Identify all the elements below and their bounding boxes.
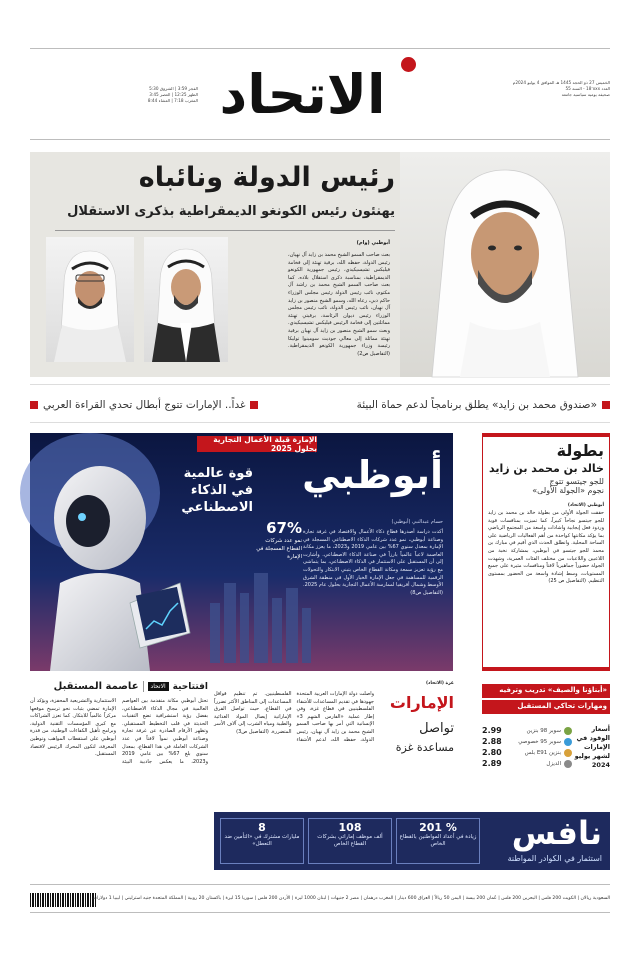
nafis-stat [396,818,480,864]
sports-story [482,433,610,671]
portrait-president-photo [400,152,610,377]
barcode-graphic [30,893,96,907]
opinion-brand-badge: الاتحاد [148,682,169,691]
lead-dateline: أبوظبي (وام) [356,240,390,246]
opinion-header [30,681,208,692]
nafis-subtitle: استثمار في الكوادر المواطنة [507,854,602,863]
fuel-price: 2.99 [482,726,502,735]
lead-headline: رئيس الدولة ونائباه [138,162,395,193]
ai-story-body: أكدت دراسة أصدرها قطاع ذكاء الأعمال والاقتصاد في غرفة تجارة وصناعة أبوظبي، نمو عدد شركات الذكاء الاصطناعي المسجلة في الإمارة بمعدل سنوي 67% بين عامي 2019 و2023، ما يعزز مكانة العاصمة لاعباً عالمياً بارزاً في صناعة الذكاء الاصطناعي. وأشارت إلى أن المستقبل على الاستثمار في الذكاء الاصطناعي، بما يتماشى مع رؤية تعزيز سمعة ومكانة القطاع الخاص بتبني الابتكار والتحولات الرقمية للمساهمة في جعل الإمارة الخيار الأول في منطقة الشرق الأوسط وشمال أفريقيا لممارسة الأعمال التجارية بحلول عام 2025. (التفاصيل ص8) [303,529,443,596]
summer-promo[interactable] [482,684,610,714]
summer-promo-line: ومهارات تحاكي المستقبل [482,700,610,714]
opinion-title: عاصمة المستقبل [53,681,139,692]
gaza-headline: الإمارات [389,693,454,712]
lead-body: بعث صاحب السمو الشيخ محمد بن زايد آل نهيان، رئيس الدولة، حفظه الله، برقية تهنئة إلى فخامة فيليكس تشيسيكيدي، رئيس جمهورية الكونغو الديمقراطية، بمناسبة ذكرى استقلال بلاده. كما بعث صاحب السمو الشيخ محمد بن راشد آل مكتوم، نائب رئيس الدولة رئيس مجلس الوزراء حاكم دبي، رعاه الله، وسمو الشيخ منصور بن زايد آل نهيان، نائب رئيس الدولة، نائب رئيس مجلس الوزراء رئيس ديوان الرئاسة، برقيتي تهنئة مماثلتين إلى فخامة الرئيس فيليكس تشيسيكيدي. وبعث سمو الشيخ منصور بن زايد آل نهيان برقية تهنئة مماثلة إلى معالي جوديث سومينوا توليكا رئيسة وزراء جمهورية الكونغو الديمقراطية. (التفاصيل ص2) [288,252,390,357]
ai-story-panel [30,433,453,671]
nafis-stat-text: ألف موظف إماراتي بشركات القطاع الخاص [317,834,383,847]
opinion-separator [143,681,144,692]
nafis-banner [214,812,610,870]
lead-story-panel [30,152,610,377]
nafis-stat-value: 8 [258,821,266,834]
ai-story-stat-value: 67% [266,519,302,537]
gaza-story [214,681,454,803]
fuel-row [482,747,572,758]
lead-divider [55,230,395,231]
nafis-stat-text: زيادة في أعداد المواطنين بالقطاع الخاص [399,834,477,847]
nafis-stat [308,818,392,864]
gaza-dateline: غزة (الاتحاد) [425,681,454,686]
ticker-item[interactable] [357,399,610,411]
fuel-title: أسعار الوقود في الإمارات لشهر يوليو 2024 [574,725,610,769]
fuel-pump-icon [564,738,572,746]
portrait-mbr-photo [144,237,228,362]
fuel-label: بنزين E91 بلس [524,749,561,756]
ai-story-banner-text: الإمارة قبلة الأعمال التجارية بحلول 2025 [213,435,317,453]
nafis-stats [220,818,480,864]
masthead-tagline: صحيفة يومية سياسية جامعة [561,92,610,98]
fuel-label: سوبر 98 بنزين [526,727,561,734]
portrait-mansour-photo [46,237,134,362]
ticker-red-marker-icon [30,401,38,409]
masthead-issue-line: العدد 18٬xxx - السنة 55 [565,86,610,92]
footer-prices: السعودية ريالان | الكويت 200 فلس | البحرين 200 فلس | عُمان 200 بيسة | اليمن 50 ريالاً | العراق 600 دينار | المغرب درهمان | مصر 2 جنيهات | لبنان 1000 ليرة | الأردن 200 فلس | سوريا 15 ليرة | باكستان 20 روبية | المملكة المتحدة جنيه استرليني | ليبيا 1 دولارات [92,896,610,901]
masthead-logo [195,55,410,133]
ai-story-banner [197,436,317,452]
sports-subhead: للجو جيتسو تتوج [549,477,604,486]
fuel-price: 2.89 [482,759,502,768]
nafis-stat-value: 108 [338,821,362,834]
masthead-date-block [468,80,610,99]
fuel-price: 2.88 [482,737,502,746]
sports-headline: خالد بن محمد بن زايد [489,462,604,475]
fuel-rows [482,725,572,769]
fuel-pump-icon [564,727,572,735]
sports-body: حققت الجولة الأولى من بطولة خالد بن محمد بن زايد للجو جيتسو نجاحاً كبيراً، كما تميزت بمنافسات قوية وردود فعل إيجابية واشادات واسعة من المجتمع الرياضي بما يؤكد مكانتها كواحدة من أهم الفعاليات الرياضية على الساحة المحلية. وانطلق الحدث الذي أقيم في مبارك بن محمد للجو جيتسو في أبوظبي، بمشاركة نخبة من اللاعبين واللاعبات من مختلف الفئات العمرية، وشهدت الجولة حضوراً جماهيرياً لافتاً ومنافسات مثيرة على جميع المستويات، وسط إشادة واسعة من الحضور بمستوى التنظيم. (التفاصيل ص 25) [488,510,604,585]
gaza-subhead: مساعدة غزة [395,741,454,754]
prayer-line: الفجر 3:59 | الشروق 5:30 [149,86,198,91]
nafis-title: نافس [511,814,602,852]
masthead-date-line: الخميس 27 ذو الحجة 1445 هـ الموافق 4 يوليو 2024م [512,80,610,85]
nafis-stat [220,818,304,864]
ticker-item[interactable] [30,399,258,411]
sports-subhead: نجوم «الجولة الأولى» [532,486,604,495]
sports-dateline: أبوظبي (الاتحاد) [567,503,604,508]
fuel-pump-icon [564,749,572,757]
fuel-label: سوبر 95 خصوصي [518,738,561,745]
fuel-row [482,725,572,736]
prayer-line: المغرب 7:18 | العشاء 8:44 [147,98,198,104]
nafis-stat-value: % 201 [419,821,457,834]
fuel-row [482,758,572,769]
ai-story-stat-box [250,519,302,579]
gaza-body: واصلت دولة الإمارات العربية المتحدة جهودها في تقديم المساعدات للأشقاء الفلسطينيين في قطاع غزة، وفي إطار عملية «الفارس الشهم 3» الإنسانية التي أمر بها صاحب السمو الشيخ محمد بن زايد آل نهيان، رئيس الدولة، حفظه الله، لدعم الأشقاء الفلسطينيين. تم تنظيم قوافل المساعدات إلى المناطق الأكثر تضرراً في القطاع، حيث تواصل الفرق الإماراتية إيصال المواد الغذائية والطبية ومياه الشرب إلى آلاف الأسر المتضررة. (التفاصيل ص3) [214,691,374,743]
fuel-row [482,736,572,747]
logo-text: الاتحاد [219,62,386,126]
logo-red-dot [401,57,416,72]
lead-subhead: يهنئون رئيس الكونغو الديمقراطية بذكرى الاستقلال [67,204,395,219]
summer-promo-line: «أبناؤنا والصيف» تدريب وترفيه [482,684,610,698]
opinion-body: تحتل أبوظبي مكانة متقدمة بين العواصم العالمية في مجال الذكاء الاصطناعي، بفضل رؤية استشرافية تضع التقنيات الحديثة في قلب التخطيط المستقبلي. وتظهر الأرقام الصادرة عن غرفة تجارة وصناعة أبوظبي نمواً لافتاً في عدد الشركات العاملة في هذا القطاع، بمعدل سنوي بلغ 67% بين عامي 2019 و2023، ما يعكس جاذبية البيئة الاستثمارية والتشريعية المحفزة، ويؤكد أن الإمارة تمضي بثبات نحو ترسيخ موقعها مركزاً عالمياً للابتكار. كما تعزز الشراكات مع كبرى المؤسسات التقنية الدولية، وبرامج تأهيل الكفاءات الوطنية، من قدرة أبوظبي على استقطاب المواهب وتوطين المعرفة، لتكون المحرك الرئيس لاقتصاد المستقبل. [30,698,208,765]
nafis-stat-text: مليارات مشترك في «التأمين ضد التعطل» [224,834,300,847]
masthead-prayer-block [138,86,198,105]
ai-story-headline: قوة عالمية في الذكاء الاصطناعي [181,466,253,515]
ticker-bar [30,395,610,415]
ticker-red-marker-icon [602,401,610,409]
ai-story-byline: حسام عبدالنبي (أبوظبي) [391,519,443,525]
fuel-pump-icon [564,760,572,768]
ai-story-stat-text: نمو عدد شركات القطاع المسجلة في الإمارة [256,538,302,560]
ticker-item-text: «صندوق محمد بن زايد» يطلق برنامجاً لدعم حماة البيئة [356,399,597,411]
gaza-subhead: تواصل [419,721,454,736]
opinion-label: افتتاحية [172,681,208,692]
ai-story-city: أبوظبي [302,453,443,497]
ticker-red-marker-icon [250,401,258,409]
opinion-column [30,681,208,851]
fuel-prices-box [482,725,610,795]
fuel-price: 2.80 [482,748,502,757]
ticker-item-text: غداً.. الإمارات تتوج أبطال تحدي القراءة العربي [43,399,246,411]
fuel-label: الديزل [546,760,561,767]
prayer-line: الظهر 12:25 | العصر 3:45 [149,92,198,98]
sports-kicker: بطولة [556,441,604,460]
